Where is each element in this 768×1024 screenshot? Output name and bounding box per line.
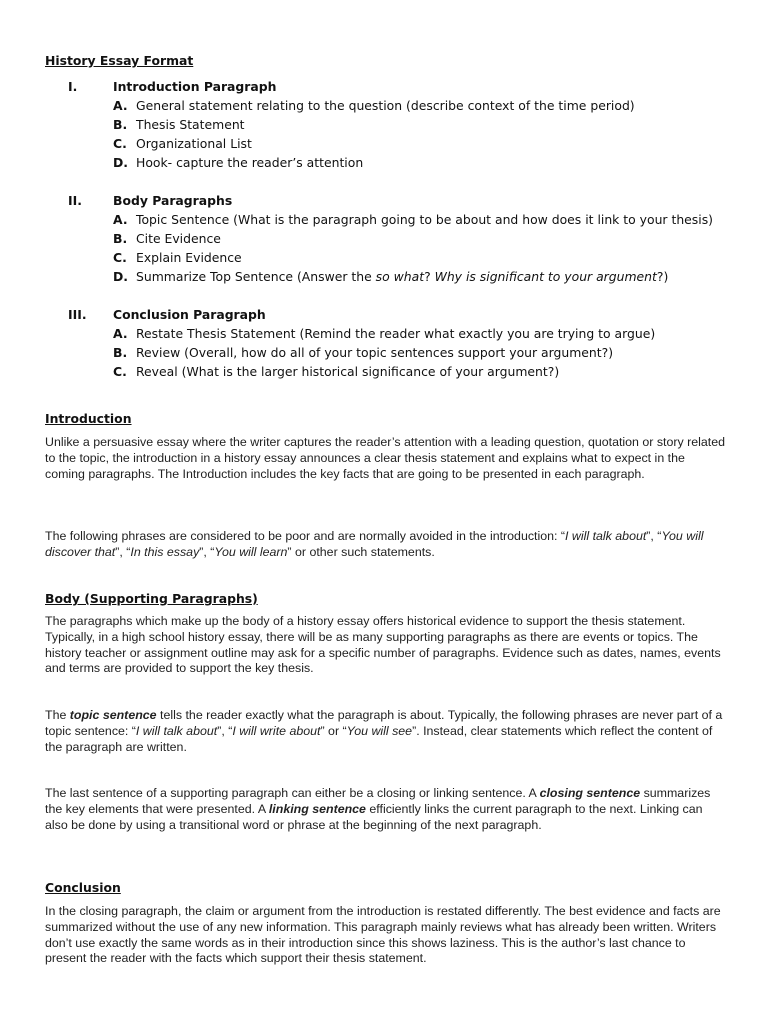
body-paragraph-3: The last sentence of a supporting paragraph can either be a closing or linking sentence. A closing sentence summarizes the key elements that were presented. A linking sentence efficiently links the current paragraph to the next. Linking can also be done by using a transitional word or phrase at the beginning of the next paragraph. bbox=[45, 786, 711, 832]
item-letter: C. bbox=[113, 364, 127, 379]
outline-item bbox=[0, 211, 768, 230]
item-letter: A. bbox=[113, 212, 128, 227]
introduction-paragraph-2: The following phrases are considered to be poor and are normally avoided in the introduction: “I will talk about”, “You will discover that”, “In this essay”, “You will learn” or other such statements. bbox=[45, 529, 704, 559]
item-text: Restate Thesis Statement (Remind the reader what exactly you are trying to argue) bbox=[136, 326, 656, 341]
item-text: Thesis Statement bbox=[136, 117, 245, 132]
item-letter: D. bbox=[113, 269, 128, 284]
item-letter: B. bbox=[113, 231, 128, 246]
item-letter: A. bbox=[113, 326, 128, 341]
document-title: History Essay Format bbox=[45, 53, 194, 68]
outline-section-body bbox=[0, 192, 768, 287]
item-letter: C. bbox=[113, 136, 127, 151]
outline-section-conclusion bbox=[0, 306, 768, 382]
item-text: Review (Overall, how do all of your topic sentences support your argument?) bbox=[136, 345, 614, 360]
item-letter: B. bbox=[113, 345, 128, 360]
body-heading: Body (Supporting Paragraphs) bbox=[45, 591, 258, 606]
conclusion-paragraph-1: In the closing paragraph, the claim or argument from the introduction is restated differently. The best evidence and facts are summarized without the use of any new information. This paragraph mainly reviews what has already been written. Writers don’t use exactly the same words as in their introduction since this shows laziness. This is the author’s last chance to present the reader with the facts which support their thesis statement. bbox=[45, 904, 721, 966]
item-letter: A. bbox=[113, 98, 128, 113]
conclusion-heading: Conclusion bbox=[45, 880, 121, 895]
section-title: Conclusion Paragraph bbox=[113, 307, 266, 322]
introduction-paragraph-1: Unlike a persuasive essay where the writer captures the reader’s attention with a leading question, quotation or story related to the topic, the introduction in a history essay announces a clear thesis statement and explains what to expect in the coming paragraphs. The Introduction includes the key facts that are going to be presented in each paragraph. bbox=[45, 435, 726, 481]
item-text: Topic Sentence (What is the paragraph going to be about and how does it link to your thesis) bbox=[136, 212, 713, 227]
section-numeral: III. bbox=[68, 307, 87, 322]
introduction-heading: Introduction bbox=[45, 411, 132, 426]
item-text: Cite Evidence bbox=[136, 231, 221, 246]
outline-item bbox=[0, 116, 768, 135]
item-text: Explain Evidence bbox=[136, 250, 242, 265]
body-paragraph-2: The topic sentence tells the reader exactly what the paragraph is about. Typically, the following phrases are never part of a topic sentence: “I will talk about”, “I will write about” or “You will see”. Instead, clear statements which reflect the content of the paragraph are written. bbox=[45, 708, 723, 754]
outline-item bbox=[0, 135, 768, 154]
item-text: Reveal (What is the larger historical significance of your argument?) bbox=[136, 364, 560, 379]
outline-item bbox=[0, 344, 768, 363]
outline-item bbox=[0, 249, 768, 268]
outline-item bbox=[0, 268, 768, 287]
section-title: Introduction Paragraph bbox=[113, 79, 277, 94]
item-text: Hook- capture the reader’s attention bbox=[136, 155, 364, 170]
section-title: Body Paragraphs bbox=[113, 193, 233, 208]
outline-item bbox=[0, 363, 768, 382]
item-text: Summarize Top Sentence (Answer the so what? Why is significant to your argument?) bbox=[136, 269, 669, 284]
outline-section-introduction bbox=[0, 78, 768, 173]
item-letter: B. bbox=[113, 117, 128, 132]
item-letter: C. bbox=[113, 250, 127, 265]
outline-item bbox=[0, 230, 768, 249]
item-text: Organizational List bbox=[136, 136, 252, 151]
body-paragraph-1: The paragraphs which make up the body of a history essay offers historical evidence to support the thesis statement. Typically, in a high school history essay, there will be as many supporting paragraphs as there are events or topics. The history teacher or assignment outline may ask for a specific number of paragraphs. Evidence such as dates, names, events and terms are provided to support the key thesis. bbox=[45, 614, 721, 676]
section-numeral: I. bbox=[68, 79, 78, 94]
section-numeral: II. bbox=[68, 193, 82, 208]
item-text: General statement relating to the question (describe context of the time period) bbox=[136, 98, 635, 113]
item-letter: D. bbox=[113, 155, 128, 170]
outline-item bbox=[0, 97, 768, 116]
outline-item bbox=[0, 154, 768, 173]
outline-item bbox=[0, 325, 768, 344]
